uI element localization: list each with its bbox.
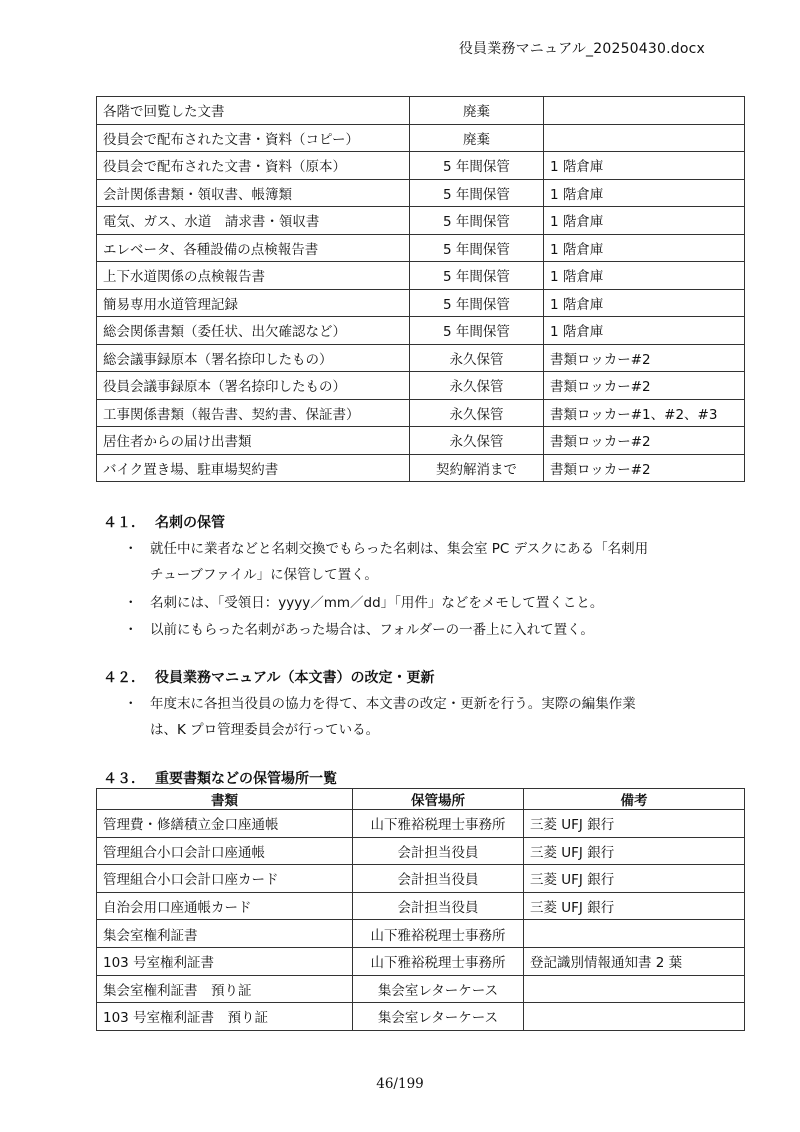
table-cell: 永久保管 bbox=[410, 344, 544, 372]
column-header-location: 保管場所 bbox=[353, 789, 524, 810]
table-cell: 廃棄 bbox=[410, 124, 544, 152]
section-number: ４３． bbox=[103, 771, 145, 787]
table-cell: 上下水道関係の点検報告書 bbox=[97, 262, 410, 290]
table-cell: 5 年間保管 bbox=[410, 289, 544, 317]
table-cell: 1 階倉庫 bbox=[544, 234, 745, 262]
table-row bbox=[97, 865, 745, 893]
retention-table bbox=[96, 96, 745, 482]
table-cell: 山下雅裕税理士事務所 bbox=[353, 810, 524, 838]
document-filename: 役員業務マニュアル_20250430.docx bbox=[458, 41, 705, 57]
table-cell bbox=[524, 920, 745, 948]
bullet-continuation: は、K プロ管理委員会が行っている。 bbox=[150, 722, 380, 738]
table-row bbox=[97, 427, 745, 455]
table-cell: 簡易専用水道管理記録 bbox=[97, 289, 410, 317]
table-row bbox=[97, 124, 745, 152]
table-row bbox=[97, 975, 745, 1003]
table-row bbox=[97, 1003, 745, 1031]
table-cell: 登記識別情報通知書 2 葉 bbox=[524, 947, 745, 975]
section-title: 名刺の保管 bbox=[155, 515, 225, 531]
table-cell: 会計担当役員 bbox=[353, 892, 524, 920]
bullet-text: 就任中に業者などと名刺交換でもらった名刺は、集会室 PC デスクにある「名刺用 bbox=[150, 541, 649, 557]
table-cell: 自治会用口座通帳カード bbox=[97, 892, 353, 920]
table-cell: 5 年間保管 bbox=[410, 207, 544, 235]
table-row bbox=[97, 179, 745, 207]
table-cell: バイク置き場、駐車場契約書 bbox=[97, 454, 410, 482]
column-header-remarks: 備考 bbox=[524, 789, 745, 810]
table-row bbox=[97, 289, 745, 317]
bullet-mark: ・ bbox=[124, 541, 138, 557]
table-cell: 管理組合小口会計口座カード bbox=[97, 865, 353, 893]
table-row bbox=[97, 399, 745, 427]
section-number: ４１． bbox=[103, 515, 145, 531]
bullet-mark: ・ bbox=[124, 595, 138, 611]
table-row bbox=[97, 152, 745, 180]
table-cell: 1 階倉庫 bbox=[544, 262, 745, 290]
bullet-text: 以前にもらった名刺があった場合は、フォルダーの一番上に入れて置く。 bbox=[150, 622, 594, 638]
table-row bbox=[97, 837, 745, 865]
table-cell: 契約解消まで bbox=[410, 454, 544, 482]
bullet-item bbox=[124, 692, 636, 712]
bullet-mark: ・ bbox=[124, 696, 138, 712]
bullet-text: 名刺には、「受領日：yyyy／mm／dd」「用件」などをメモして置くこと。 bbox=[150, 595, 604, 611]
table-cell bbox=[544, 124, 745, 152]
table-cell: 5 年間保管 bbox=[410, 317, 544, 345]
table-cell: 役員会で配布された文書・資料（コピー） bbox=[97, 124, 410, 152]
section-title: 役員業務マニュアル（本文書）の改定・更新 bbox=[155, 670, 435, 686]
table-cell: 三菱 UFJ 銀行 bbox=[524, 865, 745, 893]
table-cell bbox=[524, 975, 745, 1003]
table-cell: 永久保管 bbox=[410, 372, 544, 400]
table-cell: エレベータ、各種設備の点検報告書 bbox=[97, 234, 410, 262]
table-row bbox=[97, 892, 745, 920]
storage-location-table bbox=[96, 788, 745, 1031]
bullet-item bbox=[124, 618, 594, 638]
table-cell: 工事関係書類（報告書、契約書、保証書） bbox=[97, 399, 410, 427]
table-cell: 5 年間保管 bbox=[410, 262, 544, 290]
table-cell: 書類ロッカー#2 bbox=[544, 454, 745, 482]
table-cell: 廃棄 bbox=[410, 97, 544, 125]
table-row bbox=[97, 810, 745, 838]
table-cell: 三菱 UFJ 銀行 bbox=[524, 810, 745, 838]
bullet-item bbox=[124, 591, 603, 611]
table-row bbox=[97, 317, 745, 345]
table-cell: 三菱 UFJ 銀行 bbox=[524, 892, 745, 920]
table-cell: 会計担当役員 bbox=[353, 837, 524, 865]
table-cell: 5 年間保管 bbox=[410, 179, 544, 207]
table-cell: 管理組合小口会計口座通帳 bbox=[97, 837, 353, 865]
table-row bbox=[97, 372, 745, 400]
table-row bbox=[97, 262, 745, 290]
table-header-row bbox=[97, 789, 745, 810]
table-cell: 管理費・修繕積立金口座通帳 bbox=[97, 810, 353, 838]
table-cell: 集会室権利証書 預り証 bbox=[97, 975, 353, 1003]
table-cell: 総会関係書類（委任状、出欠確認など） bbox=[97, 317, 410, 345]
table-cell: 永久保管 bbox=[410, 427, 544, 455]
table-row bbox=[97, 947, 745, 975]
table-cell: 1 階倉庫 bbox=[544, 179, 745, 207]
table-cell bbox=[544, 97, 745, 125]
table-row bbox=[97, 97, 745, 125]
table-row bbox=[97, 234, 745, 262]
table-cell: 山下雅裕税理士事務所 bbox=[353, 947, 524, 975]
table-cell: 集会室権利証書 bbox=[97, 920, 353, 948]
page-number: 46/199 bbox=[376, 1076, 424, 1092]
bullet-continuation: チューブファイル」に保管して置く。 bbox=[150, 567, 378, 583]
table-cell: 書類ロッカー#2 bbox=[544, 372, 745, 400]
table-cell bbox=[524, 1003, 745, 1031]
table-cell: 集会室レターケース bbox=[353, 975, 524, 1003]
table-cell: 役員会議事録原本（署名捺印したもの） bbox=[97, 372, 410, 400]
table-cell: 書類ロッカー#2 bbox=[544, 344, 745, 372]
table-row bbox=[97, 207, 745, 235]
column-header-document: 書類 bbox=[97, 789, 353, 810]
bullet-mark: ・ bbox=[124, 622, 138, 638]
table-cell: 総会議事録原本（署名捺印したもの） bbox=[97, 344, 410, 372]
table-cell: 永久保管 bbox=[410, 399, 544, 427]
table-cell: 5 年間保管 bbox=[410, 152, 544, 180]
table-cell: 103 号室権利証書 bbox=[97, 947, 353, 975]
section-title: 重要書類などの保管場所一覧 bbox=[155, 771, 337, 787]
section-41-heading bbox=[103, 512, 225, 532]
table-cell: 5 年間保管 bbox=[410, 234, 544, 262]
table-cell: 山下雅裕税理士事務所 bbox=[353, 920, 524, 948]
bullet-item bbox=[124, 537, 648, 557]
table-cell: 1 階倉庫 bbox=[544, 289, 745, 317]
table-cell: 三菱 UFJ 銀行 bbox=[524, 837, 745, 865]
table-cell: 会計担当役員 bbox=[353, 865, 524, 893]
table-cell: 会計関係書類・領収書、帳簿類 bbox=[97, 179, 410, 207]
table-row bbox=[97, 344, 745, 372]
table-row bbox=[97, 920, 745, 948]
bullet-text: 年度末に各担当役員の協力を得て、本文書の改定・更新を行う。実際の編集作業 bbox=[150, 696, 636, 712]
table-cell: 1 階倉庫 bbox=[544, 152, 745, 180]
table-cell: 書類ロッカー#1、#2、#3 bbox=[544, 399, 745, 427]
section-42-heading bbox=[103, 667, 434, 687]
table-cell: 電気、ガス、水道 請求書・領収書 bbox=[97, 207, 410, 235]
section-43-heading bbox=[103, 768, 337, 788]
table-cell: 1 階倉庫 bbox=[544, 207, 745, 235]
table-cell: 集会室レターケース bbox=[353, 1003, 524, 1031]
section-number: ４２． bbox=[103, 670, 145, 686]
table-cell: 103 号室権利証書 預り証 bbox=[97, 1003, 353, 1031]
table-cell: 居住者からの届け出書類 bbox=[97, 427, 410, 455]
table-cell: 各階で回覧した文書 bbox=[97, 97, 410, 125]
table-cell: 書類ロッカー#2 bbox=[544, 427, 745, 455]
table-cell: 1 階倉庫 bbox=[544, 317, 745, 345]
table-row bbox=[97, 454, 745, 482]
table-cell: 役員会で配布された文書・資料（原本） bbox=[97, 152, 410, 180]
